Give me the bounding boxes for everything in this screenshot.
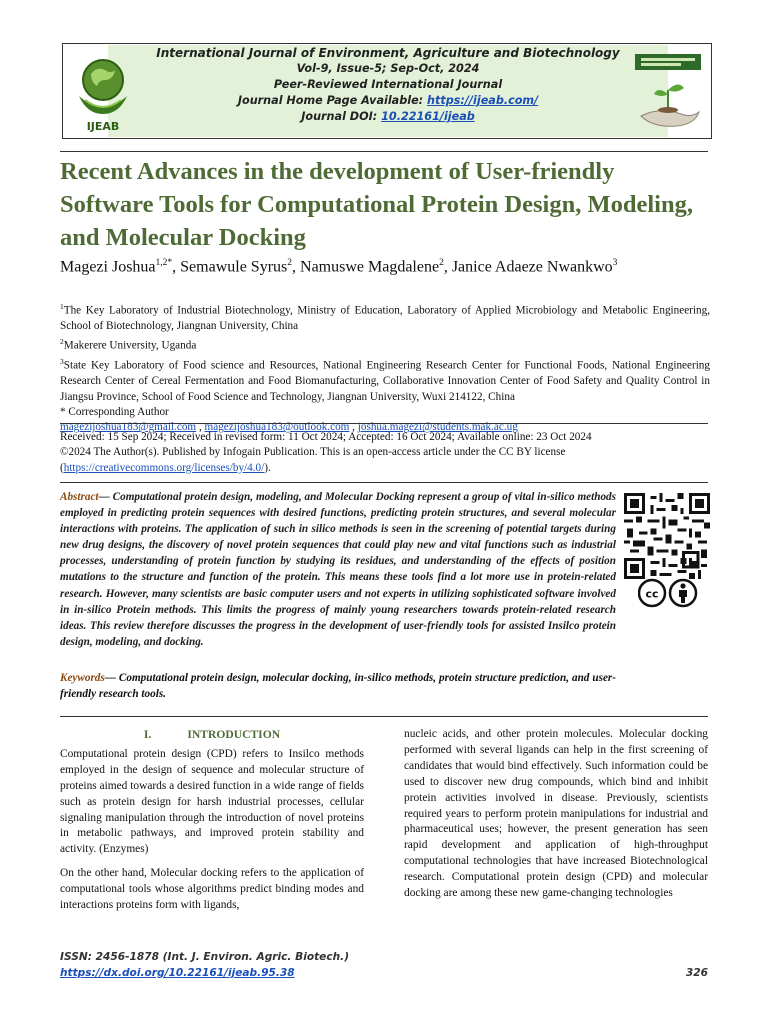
affiliation-text: Makerere University, Uganda (63, 340, 197, 353)
author-affiliation-marker: 2 (287, 258, 293, 268)
abstract-text: Computational protein design, modeling, and Molecular Docking represent a group of vital in-silico methods employed in predicting protein sequences with desired functions, predicting protein structures, and several molecular interactions with proteins. The application of such in silico methods is seen in the screening of potential targets during new drug designs, the discovery of novel protein sequences that could play new and vital functions such as industrial processes, understanding of protein function by studying its residues, and understanding of the effects of position mutations to the structure and function of the protein. This means these tools find a lot more use in protein-related research. However, many scientists are basic computer users and not experts in utilizing sophisticated software involved in in-silico Protein methods. This limits the progress of mainly young researchers towards protein-related research ideas. This review therefore discusses the progress in the development of user-friendly tools for assisted Insilco protein design, modeling, and docking. (60, 491, 616, 648)
keywords-label: Keywords (60, 672, 105, 684)
author-separator: , (172, 258, 181, 276)
journal-doi-link[interactable]: 10.22161/ijeab (381, 110, 475, 123)
author-affiliation-marker: 2 (439, 258, 444, 268)
svg-text:cc: cc (645, 587, 659, 601)
body-paragraph: On the other hand, Molecular docking refers to the application of computational tools whose algorithms predict binding modes and interactions proteins form with ligands, (60, 867, 364, 912)
keywords (60, 670, 616, 702)
keywords-text: Computational protein design, molecular docking, in-silico methods, protein structure prediction, and user-friendly research tools. (60, 672, 616, 701)
journal-header (62, 43, 712, 139)
page-footer (60, 949, 708, 981)
license-close: ). (264, 461, 271, 474)
header-text (108, 45, 668, 125)
divider (60, 482, 708, 483)
ijeab-logo (71, 50, 135, 134)
plant-in-hand-logo (631, 50, 705, 134)
affiliation-item (60, 334, 710, 354)
journal-homepage (108, 93, 668, 109)
author-list (60, 258, 617, 276)
author-separator: , (443, 258, 452, 276)
journal-peer-review: Peer-Reviewed International Journal (273, 78, 503, 91)
issn: ISSN: 2456-1878 (Int. J. Environ. Agric. Biotech.) (60, 951, 350, 963)
body-column-left (60, 727, 364, 914)
body-paragraph: nucleic acids, and other protein molecules. Molecular docking performed with several ligands can help in the first screening of candidates that would bind effectively. Such information could be used to discover new drug compounds, which bind and inhibit protein activities involved in disease. Previously, scientists required years to perform protein manipulations for industrial and pharmaceutical uses; however, the present generation has seen rapid development and application of high-throughput computational technologies that have increased Biotechnological research. Computational protein design (CPD) and molecular docking are among these new game-changing technologies (404, 728, 708, 900)
section-title: INTRODUCTION (187, 728, 281, 741)
journal-name: International Journal of Environment, Agriculture and Biotechnology (156, 46, 620, 60)
page-number: 326 (685, 967, 708, 979)
logo-wordmark: IJEAB (86, 120, 120, 133)
section-number: I. (143, 728, 152, 741)
corresponding-author: * Corresponding Author (60, 405, 169, 418)
email-link[interactable]: magezijoshua183@outlook.com (204, 421, 350, 434)
copyright-notice: ©2024 The Author(s). Published by Infogain Publication. This is an open-access article under the CC BY license (60, 446, 566, 459)
abstract-dash: — (98, 491, 113, 503)
affiliation-item (60, 354, 710, 405)
author-name: Magezi Joshua (60, 258, 156, 276)
license-line (60, 461, 710, 476)
abstract-label: Abstract (60, 491, 99, 503)
author-affiliation-marker: 1,2* (155, 258, 173, 268)
email-separator: , (196, 421, 205, 434)
article-doi-link[interactable]: https://dx.doi.org/10.22161/ijeab.95.38 (60, 967, 295, 979)
affiliation-marker: 3 (60, 357, 64, 367)
affiliation-marker: 1 (60, 302, 64, 311)
section-heading (60, 727, 364, 743)
affiliation-marker: 2 (60, 337, 64, 347)
header-rule (60, 151, 708, 152)
journal-doi (108, 109, 668, 125)
divider (60, 716, 708, 717)
affiliation-text: State Key Laboratory of Food science and Resources, National Engineering Research Center for Functional Foods, National Engineering Research Center of Cereal Fermentation and Food Biomanufacturing, Collaborative Innovation Center of Food Safety and Quality Control in Jiangsu Province, School of Food Science and Technology, Jiangnan University, Wuxi 214122, China (60, 360, 710, 403)
keywords-dash: — (104, 672, 119, 684)
abstract (60, 489, 616, 650)
author-name: Semawule Syrus (180, 258, 288, 276)
body-column-right (404, 727, 708, 902)
homepage-link[interactable]: https://ijeab.com/ (427, 94, 539, 107)
header-band (108, 45, 668, 137)
doi-label: Journal DOI: (301, 110, 382, 123)
email-link[interactable]: magezijoshua183@gmail.com (60, 421, 197, 434)
homepage-label: Journal Home Page Available: (237, 94, 428, 107)
email-separator: , (349, 421, 358, 434)
author-name: Janice Adaeze Nwankwo (451, 258, 613, 276)
affiliation-text: The Key Laboratory of Industrial Biotechnology, Ministry of Education, Laboratory of Applied Microbiology and Metabolic Engineering, School of Biotechnology, Jiangnan University, China (60, 304, 710, 333)
journal-volume: Vol-9, Issue-5; Sep-Oct, 2024 (296, 62, 480, 75)
email-link[interactable]: joshua.magezi@students.mak.ac.ug (357, 421, 518, 434)
affiliation-item (60, 299, 710, 334)
author-separator: , (292, 258, 301, 276)
license-open: ( (60, 461, 64, 474)
author-affiliation-marker: 3 (612, 258, 618, 268)
qr-code[interactable] (624, 493, 710, 579)
received-dates: Received: 15 Sep 2024; Received in revised form: 11 Oct 2024; Accepted: 16 Oct 2024; Available online: 23 Oct 2024 (60, 431, 592, 443)
affiliations (60, 299, 710, 436)
cc-by-license-icon (638, 578, 698, 608)
divider (60, 423, 708, 424)
article-history (60, 430, 710, 476)
license-link[interactable]: https://creativecommons.org/licenses/by/4.0/ (63, 461, 265, 474)
article-title: Recent Advances in the development of User-friendly Software Tools for Computational Protein Design, Modeling, and Molecular Docking (60, 158, 693, 251)
abstract-paragraph (60, 489, 616, 650)
body-paragraph: Computational protein design (CPD) refers to Insilco methods employed in the design of sequence and molecular structure of proteins aimed towards a desired function in a wide range of fields such as protein design for harsh industrial processes, cellular signaling manipulation through the introduction of novel proteins in metabolic pathways, and improved protein stability and activity. (Enzymes) (60, 747, 364, 856)
author-name: Namuswe Magdalene (300, 258, 440, 276)
